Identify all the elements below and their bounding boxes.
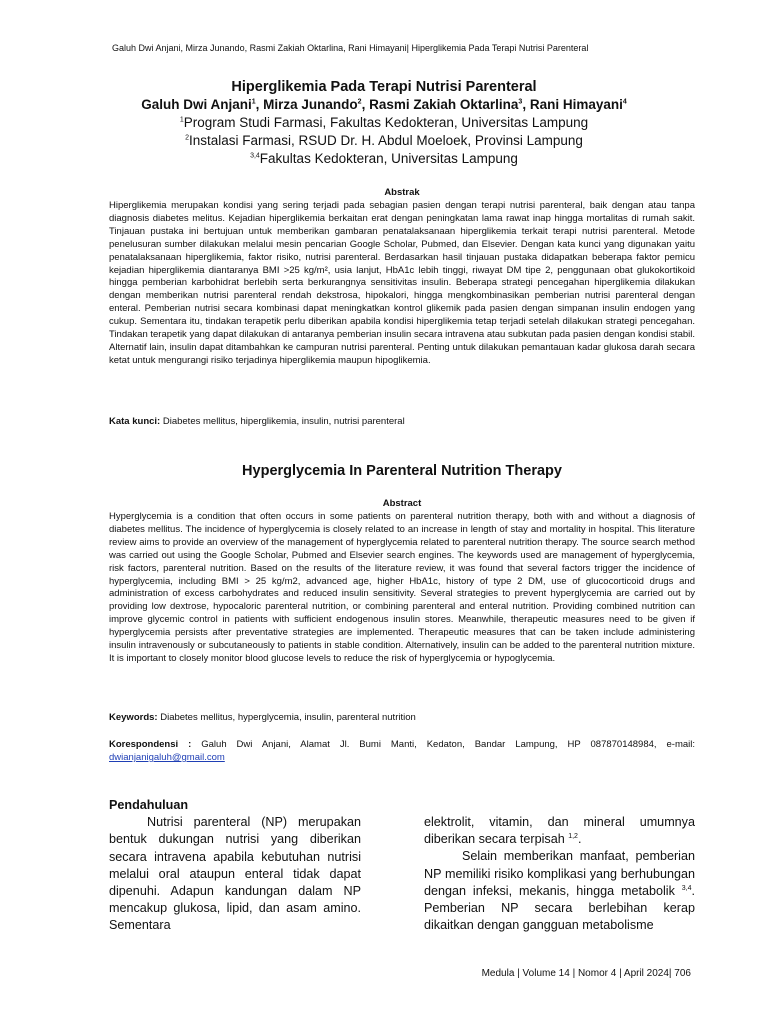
keywords: [109, 712, 695, 725]
correspondence-text: Galuh Dwi Anjani, Alamat Jl. Bumi Manti, Kedaton, Bandar Lampung, HP 087870148984, e-mail:: [201, 739, 696, 750]
author-name: Galuh Dwi Anjani: [141, 97, 252, 112]
intro-paragraph: [424, 814, 695, 848]
section-heading: Pendahuluan: [109, 798, 189, 812]
english-title: Hyperglycemia In Parenteral Nutrition Therapy: [242, 463, 562, 479]
author-sup: 3: [518, 98, 523, 106]
abstrak-body: [109, 200, 695, 368]
abstrak-text: Hiperglikemia merupakan kondisi yang sering terjadi pada sebagian pasien dengan terapi nutrisi parenteral, baik dengan atau tanpa diagnosis diabetes melitus. Kejadian hiperglikemia berkaitan erat dengan peningkatan lama rawat inap hingga mortalitas di rumah sakit. Tinjauan pustaka ini bertujuan untuk memberikan gambaran penatalaksanaan hiperglikemia terkait terapi nutrisi parenteral. Metode penelusuran sumber dilakukan melalui mesin pencarian Google Scholar, Pubmed, dan Elsevier. Dengan kata kunci yang digunakan yaitu penatalaksanaan hiperglikemia, faktor risiko, nutrisi parenteral. Berdasarkan hasil tinjauan pustaka didapatkan beberapa faktor pemicu kejadian hiperglikemia diantaranya BMI >25 kg/m², usia lanjut, HbA1c lebih tinggi, riwayat DM tipe 2, penggunaan obat glukokortikoid hingga pemberian karbohidrat berlebih serta berkurangnya sensitivitas insulin. Beberapa strategi pencegahan hiperglikemia dilakukan dengan memberikan nutrisi parenteral rendah dekstrosa, hipokalori, hingga mengkombinasikan pemberian nutrisi parenteral dengan enteral. Pemberian nutrisi secara kombinasi dapat meningkatkan kontrol glikemik pada pasien dengan simpanan insulin endogen yang cukup. Sementara itu, tindakan terapetik perlu diberikan apabila kondisi hiperglikemia tetap terjadi setelah dilakukan strategi pencegahan. Tindakan terapetik yang dapat dilakukan di antaranya pemberian insulin secara intravena atau subkutan pada pasien dengan kondisi stabil. Alternatif lain, insulin dapat ditambahkan ke campuran nutrisi parenteral. Penting untuk dilakukan pemantauan kadar glukosa darah secara ketat untuk mengurangi risiko terjadinya hiperglikemia maupun hipoglikemia.: [109, 200, 695, 366]
title-block: [60, 78, 708, 168]
email-link[interactable]: dwianjanigaluh@gmail.com: [109, 752, 225, 763]
affiliation-text: Program Studi Farmasi, Fakultas Kedokteran, Universitas Lampung: [183, 115, 589, 130]
affiliation: [60, 132, 708, 150]
author-sup: 4: [622, 98, 627, 106]
correspondence-label: Korespondensi :: [109, 739, 192, 750]
author-sup: 1: [251, 98, 256, 106]
intro-text: .: [577, 832, 582, 847]
kata-kunci-label: Kata kunci:: [109, 416, 161, 427]
affiliation-sup: 2: [185, 134, 189, 142]
intro-paragraph: Nutrisi parenteral (NP) merupakan bentuk dukungan nutrisi yang diberikan secara intravena apabila kebutuhan nutrisi melalui oral ataupun enteral tidak dapat dipenuhi. Adapun kandungan dalam NP mencakup glukosa, lipid, dan asam amino. Sementara: [109, 815, 361, 933]
intro-text: elektrolit, vitamin, dan mineral umumnya diberikan secara terpisah: [424, 815, 695, 847]
intro-left-column: [109, 797, 361, 935]
author-sup: 2: [357, 98, 362, 106]
author-list: Galuh Dwi Anjani$^1$, Mirza Junando$^2$, Rasmi Zakiah Oktarlina$^3$, Rani Himayani$^4$: [141, 97, 627, 112]
keywords-label: Keywords:: [109, 712, 158, 723]
abstract-text: Hyperglycemia is a condition that often occurs in some patients on parenteral nutrition therapy, both with and without a diagnosis of diabetes mellitus. The incidence of hyperglycemia is closely related to an increase in length of stay and mortality in hospital. This literature review aims to provide an overview of the management of hyperglycemia related to parenteral nutrition therapy. The source search method was carried out using the Google Scholar, Pubmed and Elsevier search engines. The keywords used are management of hyperglycemia, risk factors, parenteral nutrition. Based on the results of the literature review, it was found that several factors trigger the incidence of hyperglycemia, including BMI > 25 kg/m2, advanced age, higher HbA1c, history of type 2 DM, use of glucocorticoid drugs and administration of excess carbohydrates and reduced insulin sensitivity. Several strategies to prevent hyperglycemia are carried out by providing low dextrose, hypocaloric parenteral nutrition, or combining parenteral and enteral nutrition. Providing combined nutrition can improve glycemic control in patients with sufficient endogenous insulin stores. Meanwhile, therapeutic measures need to be given if hyperglycemia persists after preventative strategies are implemented. Therapeutic measures that can be taken include administering insulin intravenously or subcutaneously to patients in stable condition. Alternatively, insulin can be added to the parenteral nutrition mixture. It is important to closely monitor blood glucose levels to reduce the risk of hyperglycemia or hypoglycemia.: [109, 511, 695, 664]
affiliation-sup: 3,4: [250, 152, 260, 160]
intro-text: Selain memberikan manfaat, pemberian NP memiliki risiko komplikasi yang berhubungan dengan infeksi, mekanis, hingga metabolik: [424, 849, 695, 898]
correspondence: [109, 738, 695, 764]
affiliation: [60, 150, 708, 168]
running-head: Galuh Dwi Anjani, Mirza Junando, Rasmi Zakiah Oktarlina, Rani Himayani| Hiperglikemia Pada Terapi Nutrisi Parenteral: [112, 43, 589, 53]
affiliation-text: Fakultas Kedokteran, Universitas Lampung: [259, 151, 518, 166]
abstract-heading: Abstract: [382, 498, 422, 509]
keywords-text: Diabetes mellitus, hyperglycemia, insulin, parenteral nutrition: [160, 712, 416, 723]
page-footer: Medula | Volume 14 | Nomor 4 | April 2024| 706: [481, 968, 691, 979]
affiliation-text: Instalasi Farmasi, RSUD Dr. H. Abdul Moeloek, Provinsi Lampung: [189, 133, 583, 148]
intro-right-column: [424, 814, 695, 934]
affiliation-sup: 1: [179, 116, 184, 124]
author-name: Rasmi Zakiah Oktarlina: [369, 97, 519, 112]
paper-title: Hiperglikemia Pada Terapi Nutrisi Parenteral: [231, 79, 537, 95]
citation: 1,2: [568, 833, 578, 841]
kata-kunci-text: Diabetes mellitus, hiperglikemia, insulin, nutrisi parenteral: [162, 416, 405, 427]
intro-text: . Pemberian NP secara berlebihan kerap dikaitkan dengan gangguan metabolisme: [424, 883, 696, 933]
kata-kunci: [109, 416, 695, 429]
author-name: Mirza Junando: [263, 97, 358, 112]
citation: 3,4: [681, 884, 692, 892]
abstrak-heading: Abstrak: [384, 187, 420, 198]
affiliation: [60, 114, 708, 132]
author-name: Rani Himayani: [529, 97, 623, 112]
intro-paragraph: [424, 848, 695, 934]
abstract-body: [109, 511, 695, 666]
